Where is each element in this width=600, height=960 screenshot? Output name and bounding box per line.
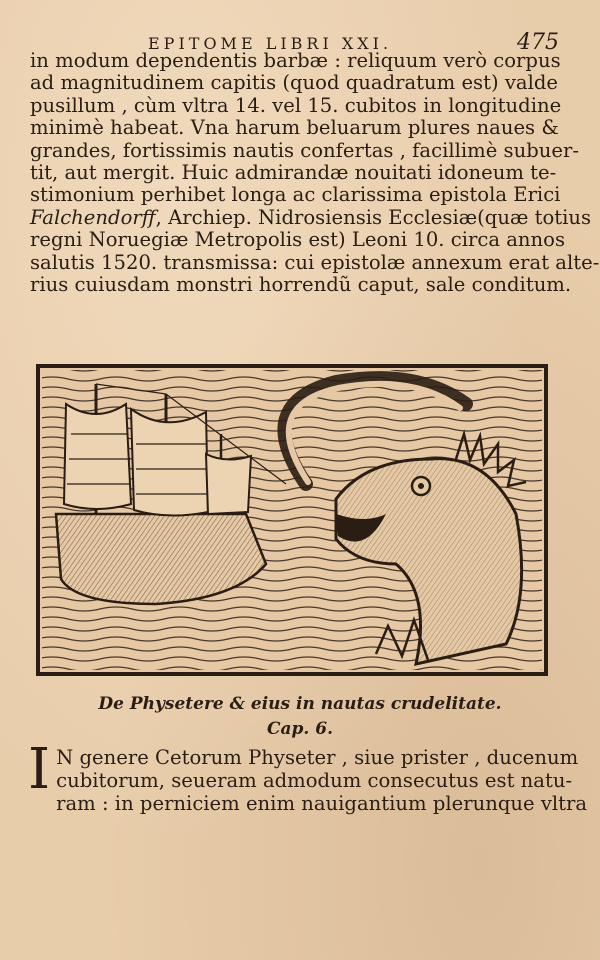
text-line: in modum dependentis barbæ : reliquum verò corpus <box>30 49 561 72</box>
chapter-heading: Cap. 6. <box>266 719 334 739</box>
text-line: N genere Cetorum Physeter , siue prister , ducenum <box>56 746 579 769</box>
running-head: EPITOME LIBRI XXI. <box>148 34 393 53</box>
body-paragraph <box>30 49 600 297</box>
chapter-paragraph <box>28 737 588 815</box>
text-line <box>30 205 592 229</box>
text-line: rius cuiusdam monstri horrendũ caput, sale conditum. <box>30 273 572 297</box>
text-line: ram : in perniciem enim nauigantium plerunque vltra <box>56 792 588 815</box>
text-fragment: , Archiep. Nidrosiensis Ecclesiæ(quæ totius <box>155 205 592 229</box>
woodcut-illustration <box>36 364 548 676</box>
text-line: ad magnitudinem capitis (quod quadratum est) valde <box>30 71 559 95</box>
page-number: 475 <box>517 30 559 55</box>
drop-cap: I <box>28 737 51 802</box>
text-line: cubitorum, seueram admodum consecutus est natu- <box>56 769 573 792</box>
text-line: salutis 1520. transmissa: cui epistolæ annexum erat alte- <box>30 250 600 274</box>
figure-caption: De Physetere & eius in nautas crudelitate. <box>98 694 502 714</box>
text-line: minimè habeat. Vna harum beluarum plures naues & <box>30 116 559 140</box>
woodcut-svg <box>36 364 548 676</box>
text-line: pusillum , cùm vltra 14. vel 15. cubitos in longitudine <box>30 93 562 117</box>
text-line: regni Noruegiæ Metropolis est) Leoni 10. circa annos <box>30 228 566 252</box>
text-line: grandes, fortissimis nautis confertas , facillimè subuer- <box>30 138 579 162</box>
text-line: stimonium perhibet longa ac clarissima epistola Erici <box>30 183 561 207</box>
text-line: tit, aut mergit. Huic admirandæ nouitati idoneum te- <box>30 161 557 185</box>
name-falchendorff: Falchendorff <box>30 205 156 229</box>
